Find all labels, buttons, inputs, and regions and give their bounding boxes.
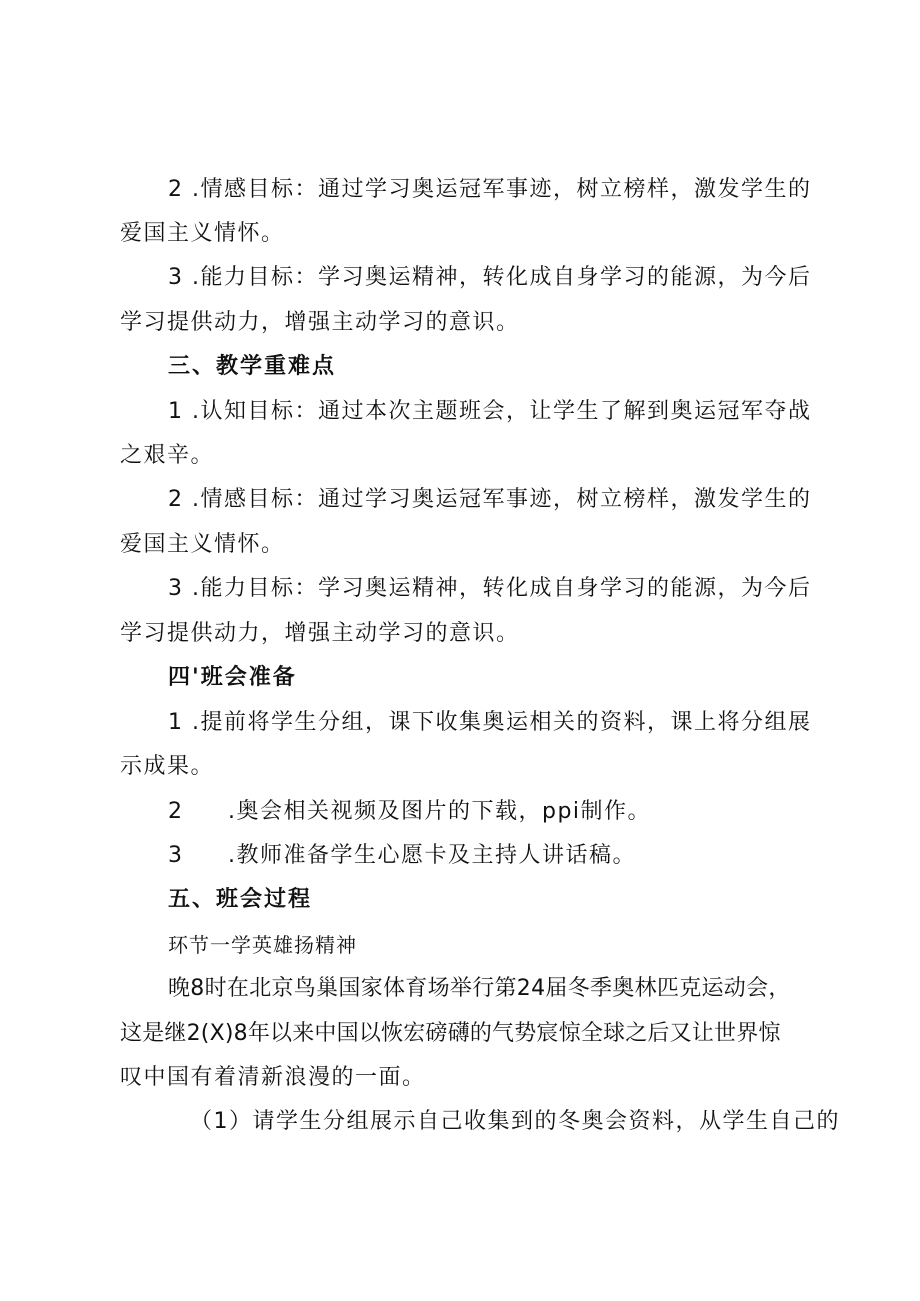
- section-heading: 三、教学重难点: [168, 354, 337, 379]
- paragraph-line: 叹中国有着清新浪漫的一面。: [120, 1065, 426, 1090]
- paragraph-line: 2 .情感目标：通过学习奥运冠军事迹，树立榜样，激发学生的: [168, 487, 812, 512]
- paragraph-line: 示成果。: [120, 754, 215, 779]
- paragraph-line: （1）请学生分组展示自己收集到的冬奥会资料，从学生自己的: [190, 1109, 840, 1134]
- paragraph-line: 晚8时在北京鸟巢国家体育场举行第24届冬季奥林匹克运动会，: [168, 976, 791, 1001]
- paragraph-line: 2 .情感目标：通过学习奥运冠军事迹，树立榜样，激发学生的: [168, 177, 812, 202]
- paragraph-line: 1 .认知目标：通过本次主题班会，让学生了解到奥运冠军夺战: [168, 399, 812, 424]
- paragraph-line: .教师准备学生心愿卡及主持人讲话稿。: [228, 843, 636, 868]
- paragraph-line: 1 .提前将学生分组，课下收集奥运相关的资料，课上将分组展: [168, 710, 812, 735]
- paragraph-line: .奥会相关视频及图片的下载，ppi制作。: [228, 799, 652, 824]
- paragraph-line: 爱国主义情怀。: [120, 532, 285, 557]
- paragraph-line: 3 .能力目标：学习奥运精神，转化成自身学习的能源，为今后: [168, 265, 812, 290]
- paragraph-line: 3 .能力目标：学习奥运精神，转化成自身学习的能源，为今后: [168, 576, 812, 601]
- section-heading: 四'班会准备: [168, 665, 297, 690]
- section-heading: 五、班会过程: [168, 887, 313, 912]
- list-number: 2: [168, 799, 184, 824]
- subsection-title: 环节一学英雄扬精神: [168, 933, 357, 957]
- paragraph-line: 爱国主义情怀。: [120, 221, 285, 246]
- paragraph-line: 这是继2(X)8年以来中国以恢宏磅礴的气势宸惊全球之后又让世界惊: [120, 1021, 781, 1046]
- list-number: 3: [168, 843, 184, 868]
- paragraph-line: 学习提供动力，增强主动学习的意识。: [120, 310, 520, 335]
- paragraph-line: 之艰辛。: [120, 443, 215, 468]
- paragraph-line: 学习提供动力，增强主动学习的意识。: [120, 621, 520, 646]
